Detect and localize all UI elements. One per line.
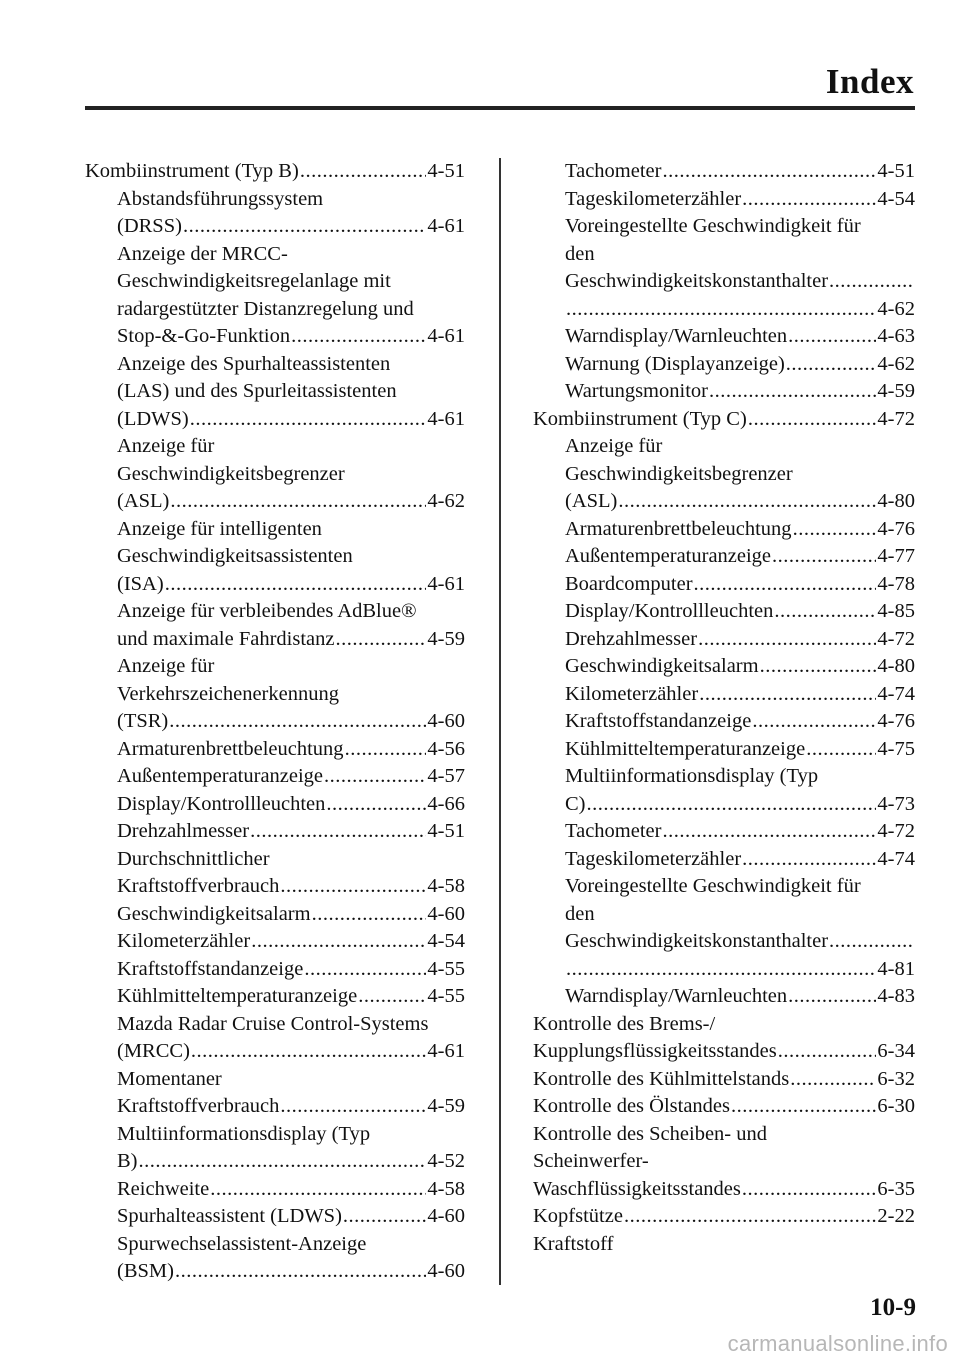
index-entry-text: Stop-&-Go-Funktion bbox=[117, 325, 291, 347]
index-entry-text: Boardcomputer bbox=[565, 572, 693, 595]
index-entry bbox=[533, 488, 915, 516]
index-entry-text: Waschflüssigkeitsstandes bbox=[533, 1177, 741, 1200]
dot-leader bbox=[806, 736, 876, 764]
dot-leader bbox=[312, 901, 427, 929]
dot-leader bbox=[345, 736, 427, 764]
index-entry-page: 4-62 bbox=[427, 490, 465, 512]
index-entry-text: Momentaner bbox=[117, 1067, 222, 1090]
index-entry bbox=[533, 956, 915, 984]
index-entry-text: Geschwindigkeitsregelanlage mit bbox=[117, 270, 391, 292]
dot-leader bbox=[698, 626, 876, 654]
index-entry-page: 4-61 bbox=[427, 572, 465, 595]
dot-leader bbox=[748, 406, 877, 434]
index-entry-page: 4-60 bbox=[427, 710, 465, 732]
dot-leader bbox=[778, 1038, 877, 1066]
index-entry-page: 4-72 bbox=[877, 407, 915, 430]
index-entry bbox=[85, 571, 465, 599]
dot-leader bbox=[793, 516, 877, 544]
index-entry-text: Scheinwerfer- bbox=[533, 1150, 649, 1172]
dot-leader bbox=[587, 791, 877, 819]
index-entry-text: radargestützter Distanzregelung und bbox=[117, 297, 414, 320]
dot-leader bbox=[699, 681, 876, 709]
dot-leader bbox=[709, 378, 876, 406]
dot-leader bbox=[742, 186, 876, 214]
index-entry-page: 4-60 bbox=[427, 1205, 465, 1227]
index-entry-page: 4-62 bbox=[877, 297, 915, 320]
index-entry bbox=[85, 1011, 465, 1039]
index-entry bbox=[533, 571, 915, 599]
index-entry-text: Anzeige des Spurhalteassistenten bbox=[117, 352, 391, 375]
index-entry bbox=[533, 653, 915, 681]
dot-leader bbox=[183, 213, 426, 241]
index-entry-text: Kontrolle des Scheiben- und bbox=[533, 1122, 767, 1145]
index-entry-page: 4-61 bbox=[427, 325, 465, 347]
index-entry-text: Drehzahlmesser bbox=[565, 627, 698, 650]
index-entry bbox=[85, 873, 465, 901]
index-entry-text: Kontrolle des Ölstandes bbox=[533, 1095, 730, 1117]
index-entry-page: 4-61 bbox=[427, 407, 465, 430]
index-entry-text: Reichweite bbox=[117, 1177, 210, 1200]
dot-leader bbox=[335, 626, 426, 654]
dot-leader bbox=[324, 763, 426, 791]
index-entry bbox=[85, 186, 465, 214]
index-entry bbox=[533, 323, 915, 351]
index-entry-text: Geschwindigkeitsalarm bbox=[565, 655, 759, 677]
index-entry bbox=[85, 406, 465, 434]
dot-leader bbox=[662, 818, 876, 846]
index-entry bbox=[85, 516, 465, 544]
index-entry-page: 4-80 bbox=[877, 490, 915, 512]
dot-leader bbox=[566, 956, 876, 984]
index-entry bbox=[85, 1093, 465, 1121]
index-entry bbox=[533, 213, 915, 241]
dot-leader bbox=[191, 1038, 427, 1066]
index-entry bbox=[533, 791, 915, 819]
index-entry bbox=[533, 543, 915, 571]
index-entry-page: 4-54 bbox=[427, 930, 465, 952]
index-entry bbox=[533, 186, 915, 214]
index-entry bbox=[85, 626, 465, 654]
index-entry bbox=[85, 846, 465, 874]
index-entry-page: 6-34 bbox=[877, 1040, 915, 1062]
index-entry bbox=[533, 158, 915, 186]
index-entry-page: 4-76 bbox=[877, 517, 915, 540]
index-entry bbox=[85, 791, 465, 819]
index-entry-page: 4-58 bbox=[427, 875, 465, 897]
index-entry bbox=[533, 378, 915, 406]
index-entry bbox=[85, 461, 465, 489]
dot-leader bbox=[829, 268, 914, 296]
dot-leader bbox=[742, 846, 876, 874]
dot-leader bbox=[742, 1176, 877, 1204]
index-entry bbox=[533, 461, 915, 489]
index-entry bbox=[85, 268, 465, 296]
index-entry-text: Kraftstoffstandanzeige bbox=[117, 957, 304, 980]
dot-leader bbox=[772, 543, 876, 571]
index-entry-text: Multiinformationsdisplay (Typ bbox=[117, 1122, 371, 1145]
index-entry bbox=[85, 763, 465, 791]
dot-leader bbox=[304, 956, 426, 984]
dot-leader bbox=[165, 571, 427, 599]
dot-leader bbox=[662, 158, 876, 186]
dot-leader bbox=[760, 653, 877, 681]
dot-leader bbox=[139, 1148, 427, 1176]
dot-leader bbox=[829, 928, 914, 956]
index-entry-text: Warnung (Displayanzeige) bbox=[565, 352, 785, 375]
index-entry bbox=[533, 351, 915, 379]
index-entry-page: 4-61 bbox=[427, 215, 465, 237]
dot-leader bbox=[788, 983, 876, 1011]
index-entry-text: Anzeige für verbleibendes AdBlue® bbox=[117, 600, 417, 622]
index-entry-page: 4-74 bbox=[877, 847, 915, 870]
index-entry bbox=[533, 516, 915, 544]
index-entry-text: Tachometer bbox=[565, 160, 662, 182]
index-entry-page: 4-55 bbox=[427, 957, 465, 980]
index-entry-text: Geschwindigkeitskonstanthalter bbox=[565, 930, 829, 952]
index-entry-text: Kraftstoffstandanzeige bbox=[565, 710, 752, 732]
index-entry-page: 4-54 bbox=[877, 187, 915, 210]
dot-leader bbox=[752, 708, 876, 736]
index-entry-text: (DRSS) bbox=[117, 215, 182, 237]
index-entry-text: Multiinformationsdisplay (Typ bbox=[565, 765, 819, 787]
index-entry bbox=[85, 1038, 465, 1066]
index-entry-text: (LDWS) bbox=[117, 407, 189, 430]
index-entry-text: Anzeige für bbox=[565, 435, 663, 457]
index-entry-page: 4-83 bbox=[877, 985, 915, 1007]
dot-leader bbox=[251, 928, 426, 956]
index-entry-text: Mazda Radar Cruise Control-Systems bbox=[117, 1012, 429, 1035]
dot-leader bbox=[694, 571, 877, 599]
index-entry bbox=[533, 928, 915, 956]
index-entry bbox=[533, 241, 915, 269]
index-entry-text: Kupplungsflüssigkeitsstandes bbox=[533, 1040, 777, 1062]
index-entry bbox=[85, 736, 465, 764]
dot-leader bbox=[190, 406, 427, 434]
index-entry-page: 4-59 bbox=[877, 380, 915, 402]
index-entry bbox=[85, 433, 465, 461]
index-entry-text: Geschwindigkeitskonstanthalter bbox=[565, 270, 829, 292]
index-entry-text: Armaturenbrettbeleuchtung bbox=[565, 517, 792, 540]
index-entry-text: den bbox=[565, 902, 595, 925]
index-entry bbox=[85, 818, 465, 846]
dot-leader bbox=[300, 158, 427, 186]
index-entry bbox=[533, 433, 915, 461]
index-entry bbox=[533, 1011, 915, 1039]
index-entry-text: Außentemperaturanzeige bbox=[565, 545, 772, 567]
index-entry-text: Anzeige für bbox=[117, 435, 215, 457]
index-entry-page: 4-56 bbox=[427, 737, 465, 760]
page-number: 10-9 bbox=[870, 1294, 916, 1321]
index-entry-text: Anzeige für bbox=[117, 655, 215, 677]
index-entry bbox=[533, 296, 915, 324]
index-entry bbox=[85, 1231, 465, 1259]
dot-leader bbox=[786, 351, 877, 379]
index-entry bbox=[85, 928, 465, 956]
index-entry bbox=[533, 708, 915, 736]
index-entry bbox=[85, 543, 465, 571]
index-entry-page: 4-51 bbox=[427, 160, 465, 182]
index-entry-text: Tageskilometerzähler bbox=[565, 187, 742, 210]
index-entry-text: Display/Kontrollleuchten bbox=[117, 792, 326, 815]
index-entry-page: 4-74 bbox=[877, 682, 915, 705]
dot-leader bbox=[624, 1203, 876, 1231]
index-column-right bbox=[533, 158, 915, 1258]
index-entry-page: 4-59 bbox=[427, 1095, 465, 1117]
watermark: carmanualsonline.info bbox=[727, 1331, 948, 1356]
index-entry-text: (ASL) bbox=[565, 490, 618, 512]
index-column-left bbox=[85, 158, 465, 1286]
index-entry-page: 4-76 bbox=[877, 710, 915, 732]
dot-leader bbox=[566, 296, 876, 324]
dot-leader bbox=[170, 488, 426, 516]
column-divider bbox=[499, 158, 501, 1285]
index-entry-text: Anzeige für intelligenten bbox=[117, 517, 322, 540]
index-entry-text: (MRCC) bbox=[117, 1040, 190, 1062]
dot-leader bbox=[280, 1093, 426, 1121]
dot-leader bbox=[774, 598, 876, 626]
index-entry bbox=[533, 1121, 915, 1149]
index-entry bbox=[533, 626, 915, 654]
index-entry bbox=[533, 1231, 915, 1259]
index-entry-page: 4-60 bbox=[427, 902, 465, 925]
index-entry bbox=[533, 1093, 915, 1121]
index-entry-text: Kombiinstrument (Typ B) bbox=[85, 160, 299, 182]
index-entry bbox=[85, 1148, 465, 1176]
index-entry bbox=[85, 708, 465, 736]
index-entry bbox=[85, 158, 465, 186]
index-entry-page: 4-77 bbox=[877, 545, 915, 567]
header-rule bbox=[85, 106, 915, 110]
dot-leader bbox=[731, 1093, 876, 1121]
index-entry-page: 4-51 bbox=[427, 820, 465, 842]
index-entry-text: Anzeige der MRCC- bbox=[117, 242, 288, 265]
dot-leader bbox=[790, 1066, 876, 1094]
index-entry bbox=[533, 901, 915, 929]
index-entry-page: 6-35 bbox=[877, 1177, 915, 1200]
index-entry-text: (TSR) bbox=[117, 710, 169, 732]
index-entry bbox=[533, 598, 915, 626]
index-entry-text: Außentemperaturanzeige bbox=[117, 765, 324, 787]
index-entry bbox=[85, 1066, 465, 1094]
index-entry-text: Durchschnittlicher bbox=[117, 847, 270, 870]
dot-leader bbox=[250, 818, 426, 846]
index-entry bbox=[85, 1258, 465, 1286]
index-entry bbox=[85, 653, 465, 681]
index-entry-text: Kraftstoffverbrauch bbox=[117, 875, 280, 897]
index-entry bbox=[85, 1176, 465, 1204]
index-entry bbox=[533, 736, 915, 764]
index-entry-page: 4-55 bbox=[427, 985, 465, 1007]
index-entry bbox=[533, 406, 915, 434]
index-entry-page: 4-59 bbox=[427, 627, 465, 650]
dot-leader bbox=[291, 323, 426, 351]
index-entry bbox=[533, 681, 915, 709]
index-entry-text: Abstandsführungssystem bbox=[117, 187, 324, 210]
index-entry-text: Drehzahlmesser bbox=[117, 820, 250, 842]
index-entry bbox=[85, 488, 465, 516]
dot-leader bbox=[618, 488, 876, 516]
index-entry-text: B) bbox=[117, 1150, 138, 1172]
index-entry-text: Spurwechselassistent-Anzeige bbox=[117, 1232, 367, 1255]
index-entry-text: (ASL) bbox=[117, 490, 170, 512]
index-entry bbox=[533, 873, 915, 901]
index-entry-page: 4-66 bbox=[427, 792, 465, 815]
dot-leader bbox=[175, 1258, 426, 1286]
index-entry-page: 4-62 bbox=[877, 352, 915, 375]
index-entry-text: Voreingestellte Geschwindigkeit für bbox=[565, 875, 861, 897]
index-entry bbox=[85, 983, 465, 1011]
index-entry-text: Verkehrszeichenerkennung bbox=[117, 682, 339, 705]
index-entry-text: Kilometerzähler bbox=[117, 930, 251, 952]
index-entry-page: 4-80 bbox=[877, 655, 915, 677]
index-entry bbox=[533, 983, 915, 1011]
index-entry bbox=[85, 598, 465, 626]
index-entry-page: 2-22 bbox=[877, 1205, 915, 1227]
index-entry-page: 4-73 bbox=[877, 792, 915, 815]
index-entry-text: Geschwindigkeitsbegrenzer bbox=[565, 462, 793, 485]
index-entry-page: 6-30 bbox=[877, 1095, 915, 1117]
dot-leader bbox=[280, 873, 426, 901]
index-entry bbox=[85, 241, 465, 269]
index-entry-page: 4-52 bbox=[427, 1150, 465, 1172]
index-entry bbox=[533, 1176, 915, 1204]
index-entry-text: Voreingestellte Geschwindigkeit für bbox=[565, 215, 861, 237]
index-entry bbox=[85, 1121, 465, 1149]
index-entry bbox=[533, 1203, 915, 1231]
index-entry-page: 4-72 bbox=[877, 820, 915, 842]
index-entry-text: und maximale Fahrdistanz bbox=[117, 627, 335, 650]
index-entry-page: 4-81 bbox=[877, 957, 915, 980]
index-entry-text: Geschwindigkeitsassistenten bbox=[117, 545, 353, 567]
index-entry-text: (BSM) bbox=[117, 1260, 174, 1282]
index-entry-page: 4-58 bbox=[427, 1177, 465, 1200]
index-entry-page: 4-75 bbox=[877, 737, 915, 760]
index-entry bbox=[85, 351, 465, 379]
index-entry bbox=[533, 818, 915, 846]
index-entry-text: Kühlmitteltemperaturanzeige bbox=[117, 985, 358, 1007]
index-entry bbox=[85, 681, 465, 709]
index-entry-text: Geschwindigkeitsalarm bbox=[117, 902, 311, 925]
index-entry bbox=[85, 323, 465, 351]
index-entry-text: Warndisplay/Warnleuchten bbox=[565, 325, 788, 347]
index-entry bbox=[85, 378, 465, 406]
index-entry bbox=[533, 1038, 915, 1066]
index-entry-text: Kopfstütze bbox=[533, 1205, 623, 1227]
index-entry-text: Tachometer bbox=[565, 820, 662, 842]
dot-leader bbox=[788, 323, 876, 351]
index-entry-text: Kombiinstrument (Typ C) bbox=[533, 407, 747, 430]
dot-leader bbox=[358, 983, 426, 1011]
index-entry-page: 4-51 bbox=[877, 160, 915, 182]
index-entry-page: 4-57 bbox=[427, 765, 465, 787]
index-entry-text: (LAS) und des Spurleitassistenten bbox=[117, 380, 397, 402]
index-entry-text: Wartungsmonitor bbox=[565, 380, 708, 402]
index-entry-page: 4-60 bbox=[427, 1260, 465, 1282]
page-title: Index bbox=[825, 62, 914, 101]
index-entry-text: Tageskilometerzähler bbox=[565, 847, 742, 870]
index-entry bbox=[533, 268, 915, 296]
index-entry-page: 4-85 bbox=[877, 600, 915, 622]
index-entry bbox=[85, 1203, 465, 1231]
index-entry-page: 4-72 bbox=[877, 627, 915, 650]
index-entry bbox=[85, 901, 465, 929]
index-entry bbox=[85, 296, 465, 324]
dot-leader bbox=[169, 708, 426, 736]
dot-leader bbox=[343, 1203, 427, 1231]
index-entry-page: 4-78 bbox=[877, 572, 915, 595]
index-entry bbox=[533, 1066, 915, 1094]
index-entry bbox=[533, 763, 915, 791]
index-entry-text: Geschwindigkeitsbegrenzer bbox=[117, 462, 345, 485]
dot-leader bbox=[210, 1176, 426, 1204]
index-entry-text: Warndisplay/Warnleuchten bbox=[565, 985, 788, 1007]
index-entry-text: C) bbox=[565, 792, 586, 815]
index-entry-text: Armaturenbrettbeleuchtung bbox=[117, 737, 344, 760]
index-entry-text: den bbox=[565, 242, 595, 265]
index-entry-page: 6-32 bbox=[877, 1067, 915, 1090]
index-entry bbox=[533, 846, 915, 874]
index-entry-text: Kraftstoffverbrauch bbox=[117, 1095, 280, 1117]
index-entry-text: Kühlmitteltemperaturanzeige bbox=[565, 737, 806, 760]
index-entry-page: 4-63 bbox=[877, 325, 915, 347]
dot-leader bbox=[326, 791, 426, 819]
index-entry-text: (ISA) bbox=[117, 572, 164, 595]
index-entry bbox=[85, 213, 465, 241]
index-entry-page: 4-61 bbox=[427, 1040, 465, 1062]
index-entry-text: Kilometerzähler bbox=[565, 682, 699, 705]
index-entry bbox=[533, 1148, 915, 1176]
index-entry-text: Kontrolle des Kühlmittelstands bbox=[533, 1067, 790, 1090]
index-entry-text: Spurhalteassistent (LDWS) bbox=[117, 1205, 342, 1227]
index-entry-text: Kraftstoff bbox=[533, 1232, 614, 1255]
index-entry bbox=[85, 956, 465, 984]
index-entry-text: Display/Kontrollleuchten bbox=[565, 600, 774, 622]
index-entry-text: Kontrolle des Brems-/ bbox=[533, 1012, 716, 1035]
